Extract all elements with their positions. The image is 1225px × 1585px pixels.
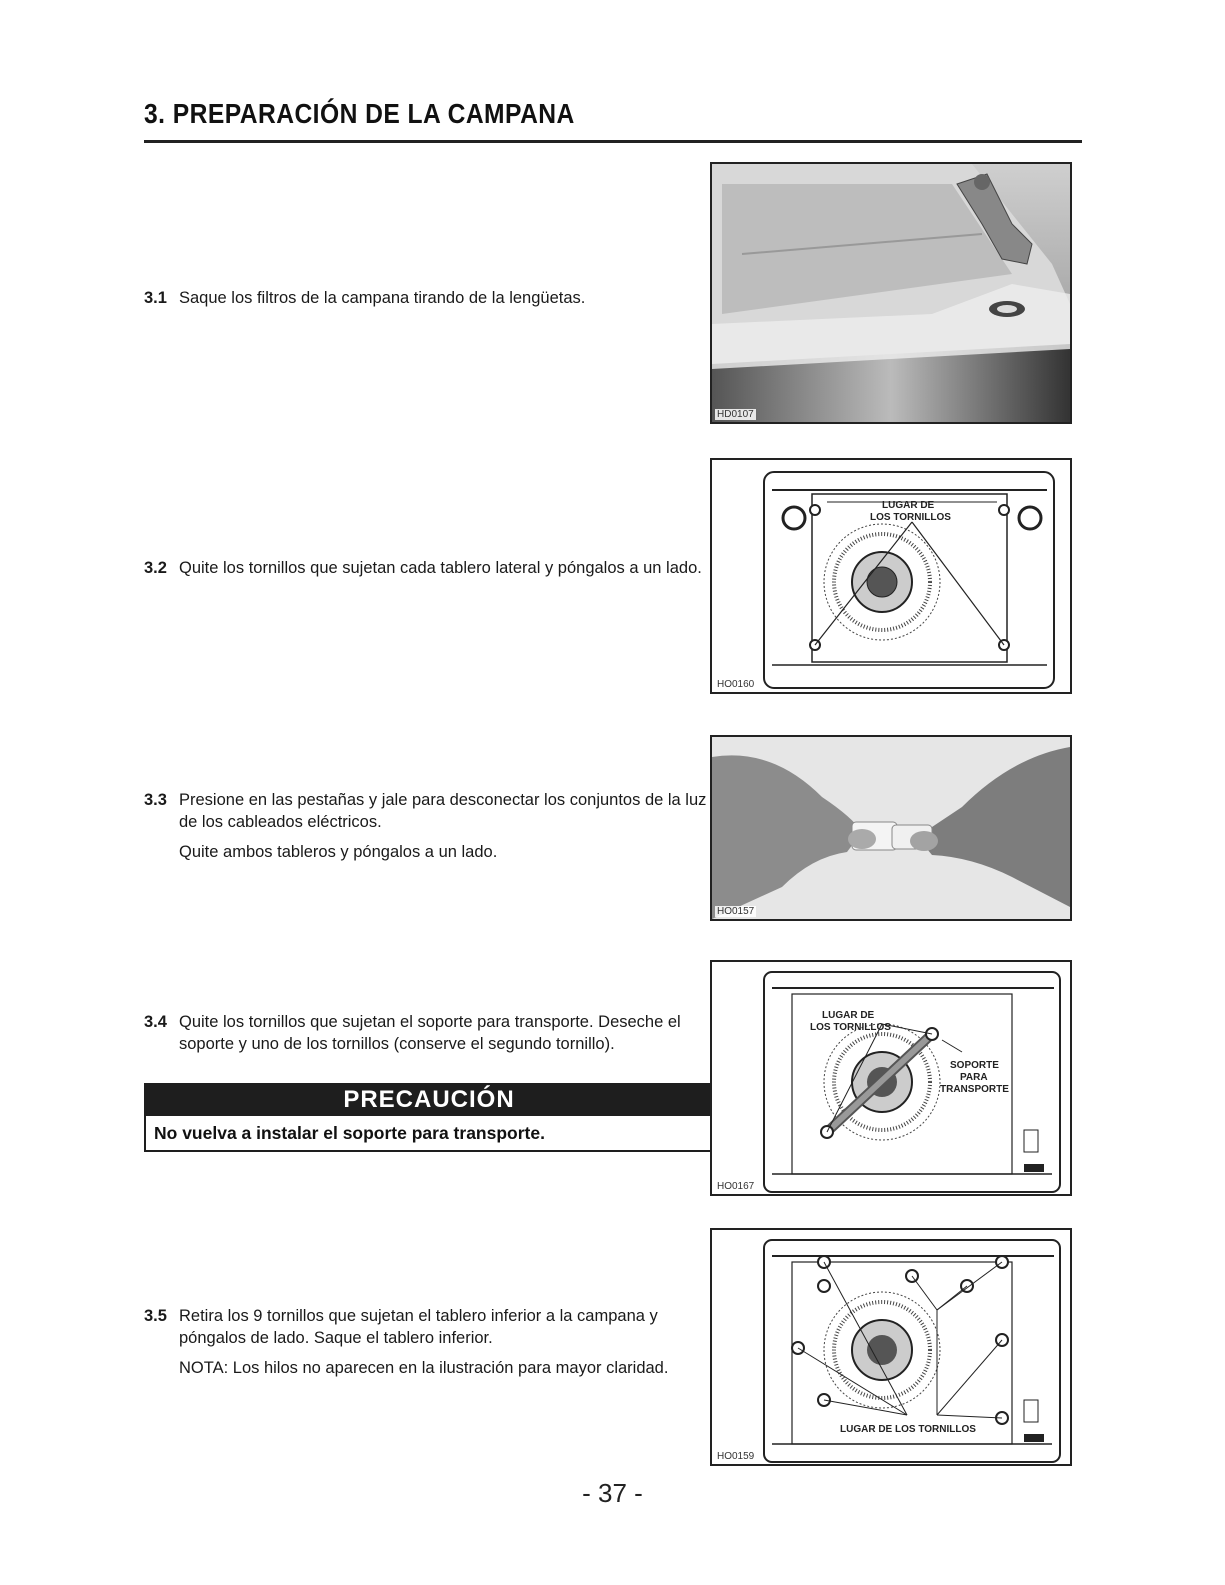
figure-bottom-panel-screws — [710, 1228, 1072, 1466]
screw-location-label-line2: LOS TORNILLOS — [810, 1022, 891, 1033]
step-number: 3.5 — [144, 1307, 167, 1325]
step-text: Quite los tornillos que sujetan cada tablero lateral y póngalos a un lado. — [179, 559, 702, 577]
side-panel-diagram — [712, 460, 1070, 692]
step-text: Quite ambos tableros y póngalos a un lado. — [179, 843, 498, 861]
bracket-label-line3: TRANSPORTE — [940, 1084, 1009, 1095]
figure-code: HO0157 — [717, 906, 755, 917]
screw-location-label: LUGAR DE LOS TORNILLOS — [840, 1424, 976, 1435]
filter-photo-illustration — [712, 164, 1070, 422]
screw-location-label-line2: LOS TORNILLOS — [870, 512, 951, 523]
caution-text: No vuelva a instalar el soporte para transporte. — [144, 1116, 714, 1152]
figure-filter-photo — [710, 162, 1072, 424]
connector-photo-illustration — [712, 737, 1070, 919]
step-3-5 — [144, 1305, 712, 1387]
screw-location-label-line1: LUGAR DE — [882, 500, 935, 511]
page-number: - 37 - — [582, 1478, 643, 1508]
step-number: 3.3 — [144, 791, 167, 809]
step-3-3 — [144, 789, 712, 871]
figure-connector-photo — [710, 735, 1072, 921]
figure-side-panel-screws — [710, 458, 1072, 694]
shipping-bracket-diagram — [712, 962, 1070, 1194]
step-3-1 — [144, 287, 712, 317]
figure-code: HO0167 — [717, 1181, 755, 1192]
figure-shipping-bracket — [710, 960, 1072, 1196]
caution-heading: PRECAUCIÓN — [144, 1083, 714, 1116]
step-number: 3.2 — [144, 559, 167, 577]
step-3-4 — [144, 1011, 712, 1063]
page-title: 3. PREPARACIÓN DE LA CAMPANA — [144, 98, 575, 129]
step-text: Retira los 9 tornillos que sujetan el tablero inferior a la campana y póngalos de lado. Saque el tablero inferior. — [179, 1307, 658, 1347]
step-3-2 — [144, 557, 712, 587]
caution-box — [144, 1083, 714, 1152]
bracket-label-line1: SOPORTE — [950, 1060, 999, 1071]
figure-code: HO0159 — [717, 1451, 755, 1462]
bottom-panel-diagram — [712, 1230, 1070, 1464]
screw-location-label-line1: LUGAR DE — [822, 1010, 875, 1021]
step-text: Presione en las pestañas y jale para desconectar los conjuntos de la luz de los cableados eléctricos. — [179, 791, 707, 831]
step-text: Saque los filtros de la campana tirando de la lengüetas. — [179, 289, 586, 307]
figure-code: HO0160 — [717, 679, 755, 690]
step-number: 3.4 — [144, 1013, 167, 1031]
step-text: Quite los tornillos que sujetan el soporte para transporte. Deseche el soporte y uno de los tornillos (conserve el segundo tornillo). — [179, 1013, 681, 1053]
figure-code: HD0107 — [717, 409, 754, 420]
title-rule — [144, 140, 1082, 143]
bracket-label-line2: PARA — [960, 1072, 988, 1083]
step-note: NOTA: Los hilos no aparecen en la ilustración para mayor claridad. — [179, 1359, 669, 1377]
step-number: 3.1 — [144, 289, 167, 307]
